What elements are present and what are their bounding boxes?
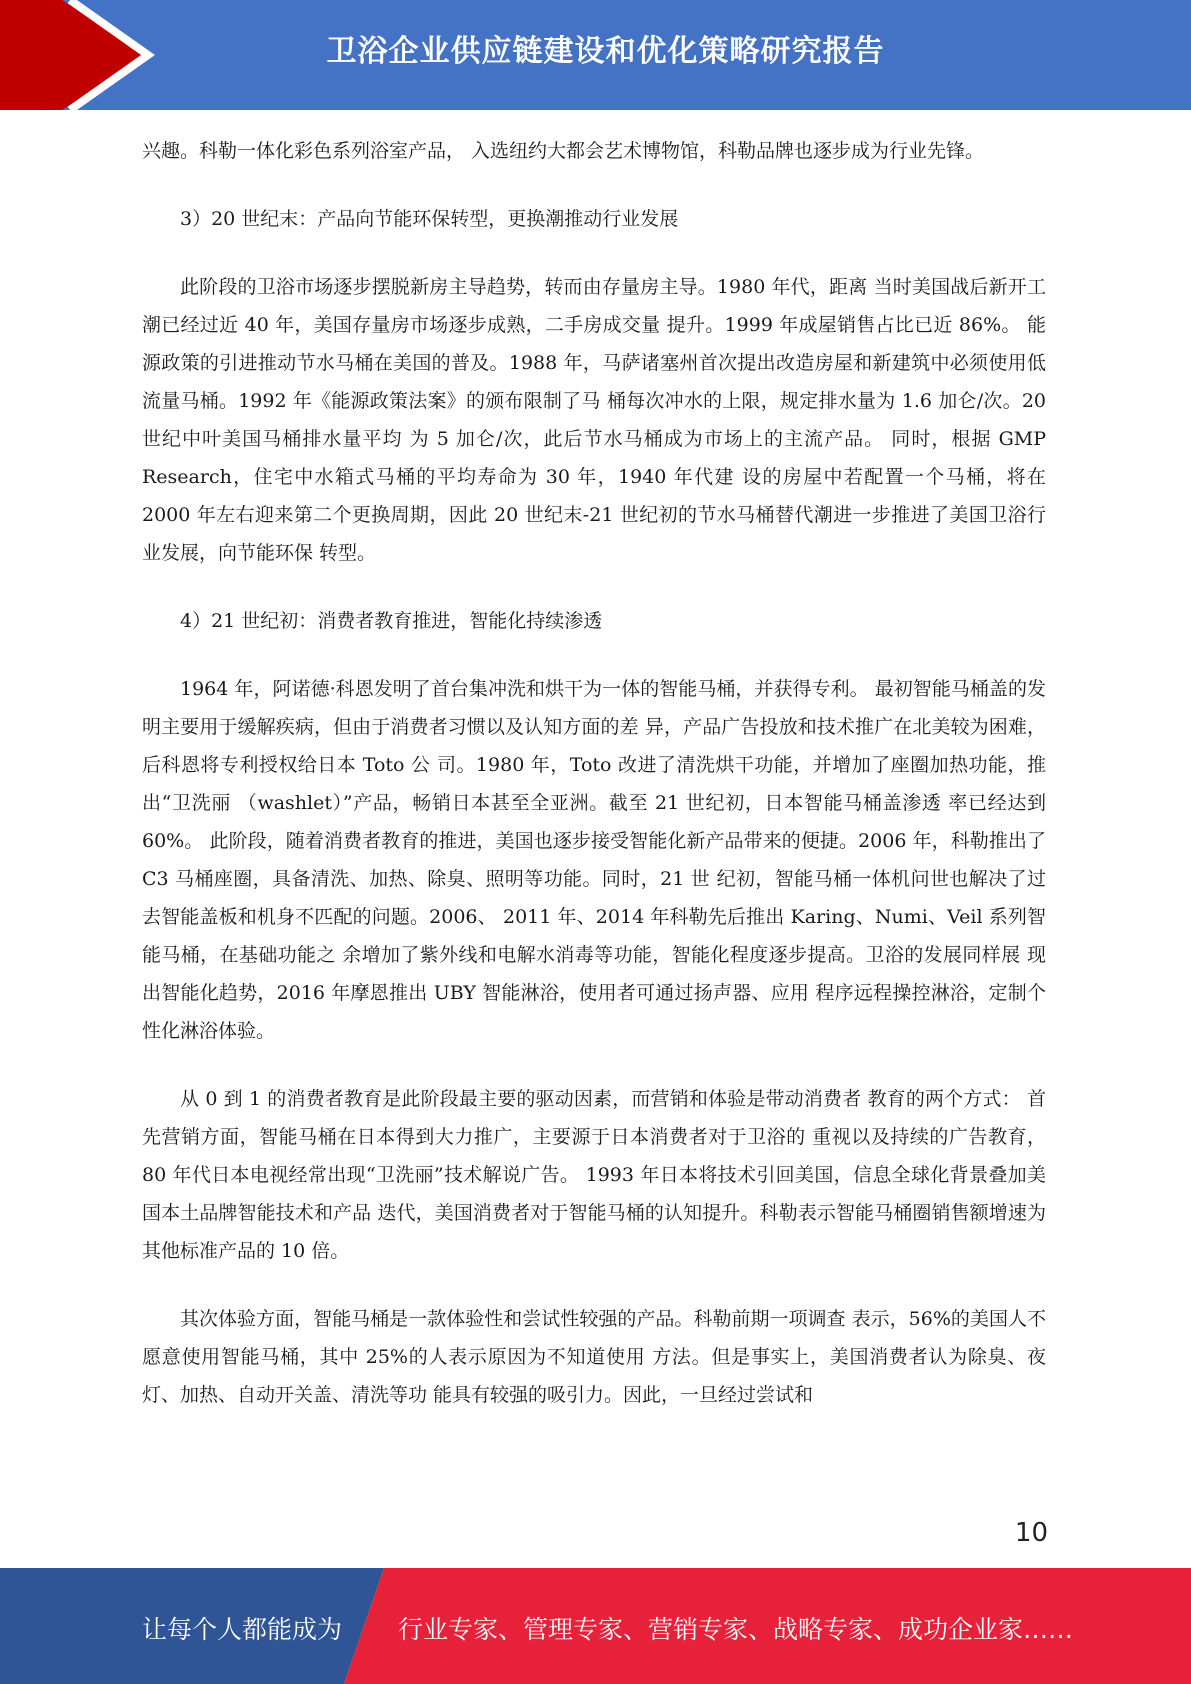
paragraph-energy-saving: 此阶段的卫浴市场逐步摆脱新房主导趋势，转而由存量房主导。1980 年代，距离 当时美国战后新开工潮已经过近 40 年，美国存量房市场逐步成熟，二手房成交量 提升。1999 年成屋销售占比已近 86%。 能源政策的引进推动节水马桶在美国的普及。1988 年，马萨诸塞州首次提出改造房屋和新建筑中必须使用低流量马桶。1992 年《能源政策法案》的颁布限制了马 桶每次冲水的上限，规定排水量为 1.6 加仑/次。20 世纪中叶美国马桶排水量平均 为 5 加仑/次，此后节水马桶成为市场上的主流产品。 同时，根据 GMP Research，住宅中水箱式马桶的平均寿命为 30 年，1940 年代建 设的房屋中若配置一个马桶，将在 2000 年左右迎来第二个更换周期，因此 20 世纪末-21 世纪初的节水马桶替代潮进一步推进了美国卫浴行业发展，向节能环保 转型。 bbox=[142, 276, 1046, 564]
paragraph-experience: 其次体验方面，智能马桶是一款体验性和尝试性较强的产品。科勒前期一项调查 表示，56%的美国人不愿意使用智能马桶，其中 25%的人表示原因为不知道使用 方法。但是事实上，美国消费者认为除臭、夜灯、加热、自动开关盖、清洗等功 能具有较强的吸引力。因此，一旦经过尝试和 bbox=[142, 1308, 1046, 1406]
footer-slogan-left: 让每个人都能成为 bbox=[142, 1615, 343, 1644]
footer-slogan-right: 行业专家、管理专家、营销专家、战略专家、成功企业家…… bbox=[398, 1615, 1074, 1644]
page-number: 10 bbox=[1014, 1518, 1048, 1548]
section-heading-3: 3）20 世纪末：产品向节能环保转型，更换潮推动行业发展 bbox=[180, 208, 679, 230]
paragraph-continuation: 兴趣。科勒一体化彩色系列浴室产品， 入选纽约大都会艺术博物馆，科勒品牌也逐步成为行业先锋。 bbox=[142, 140, 985, 162]
document-body bbox=[142, 132, 1046, 1444]
paragraph-smart-toilet-history: 1964 年，阿诺德·科恩发明了首台集冲洗和烘干为一体的智能马桶，并获得专利。 最初智能马桶盖的发明主要用于缓解疾病，但由于消费者习惯以及认知方面的差 异，产品广告投放和技术推广在北美较为困难，后科恩将专利授权给日本 Toto 公 司。1980 年，Toto 改进了清洗烘干功能，并增加了座圈加热功能，推出“卫洗丽 （washlet）”产品，畅销日本甚至全亚洲。截至 21 世纪初，日本智能马桶盖渗透 率已经达到 60%。 此阶段，随着消费者教育的推进，美国也逐步接受智能化新产品带来的便捷。2006 年，科勒推出了 C3 马桶座圈，具备清洗、加热、除臭、照明等功能。同时，21 世 纪初，智能马桶一体机问世也解决了过去智能盖板和机身不匹配的问题。2006、 2011 年、2014 年科勒先后推出 Karing、Numi、Veil 系列智能马桶，在基础功能之 余增加了紫外线和电解水消毒等功能，智能化程度逐步提高。卫浴的发展同样展 现出智能化趋势，2016 年摩恩推出 UBY 智能淋浴，使用者可通过扬声器、应用 程序远程操控淋浴，定制个性化淋浴体验。 bbox=[142, 678, 1046, 1042]
page-footer bbox=[0, 1568, 1191, 1684]
paragraph-consumer-education: 从 0 到 1 的消费者教育是此阶段最主要的驱动因素，而营销和体验是带动消费者 教育的两个方式： 首先营销方面，智能马桶在日本得到大力推广，主要源于日本消费者对于卫浴的 重视以及持续的广告教育，80 年代日本电视经常出现“卫洗丽”技术解说广告。 1993 年日本将技术引回美国，信息全球化背景叠加美国本土品牌智能技术和产品 迭代，美国消费者对于智能马桶的认知提升。科勒表示智能马桶圈销售额增速为 其他标准产品的 10 倍。 bbox=[142, 1088, 1046, 1262]
page-header bbox=[0, 0, 1191, 110]
section-heading-4: 4）21 世纪初：消费者教育推进，智能化持续渗透 bbox=[180, 610, 603, 632]
header-title: 卫浴企业供应链建设和优化策略研究报告 bbox=[326, 34, 885, 69]
